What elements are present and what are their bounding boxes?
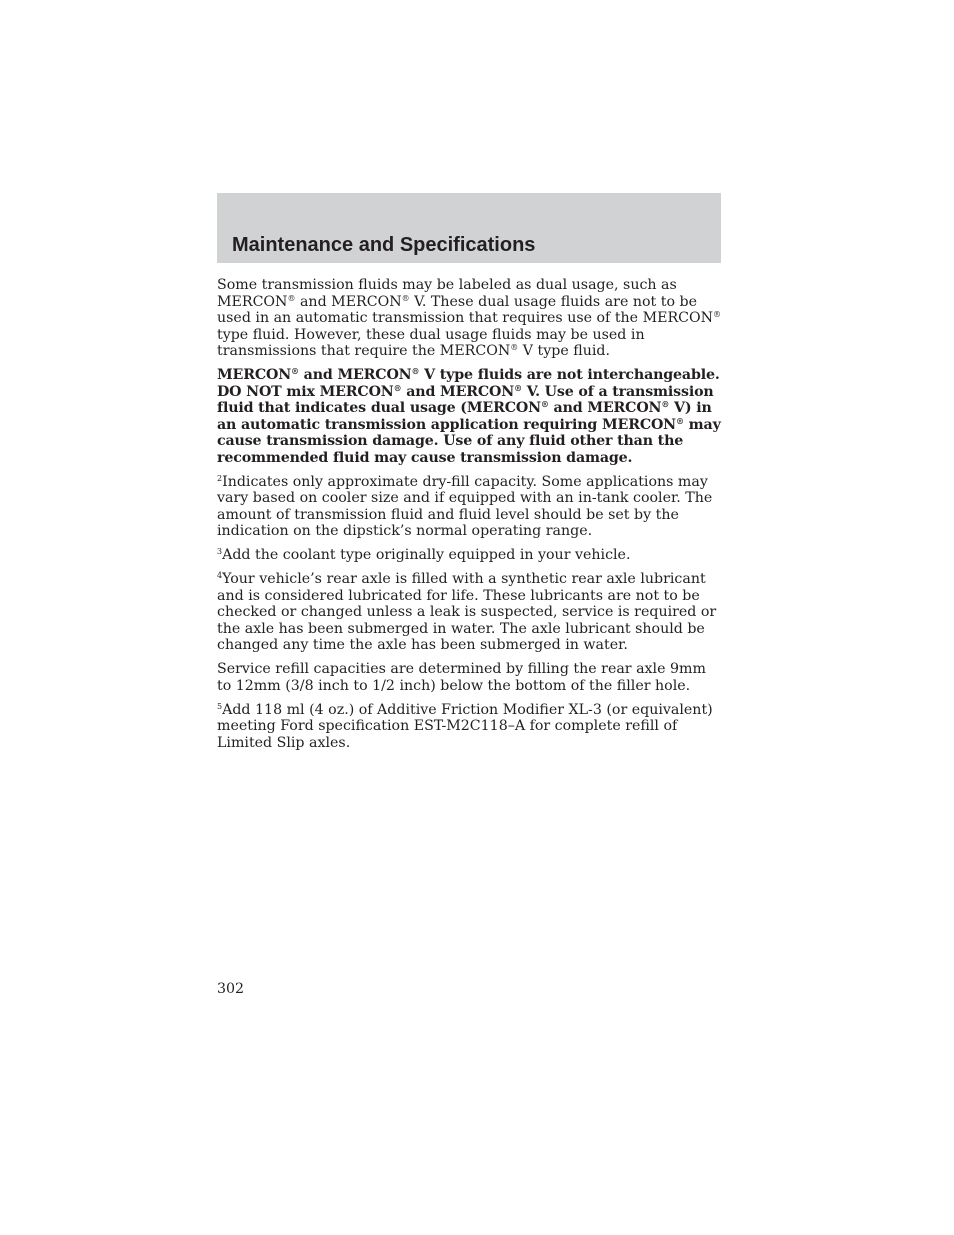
registered-mark: ® [661,399,670,409]
registered-mark: ® [540,399,549,409]
footnote-5 [217,702,723,752]
footnote-text: Your vehicle’s rear axle is filled with a synthetic rear axle lubricant and is considered lubricated for life. These lubricants are not to be checked or changed unless a leak is suspected, service is required or the axle has been submerged in water. The axle lubricant should be changed any time the axle has been submerged in water. [217,571,717,653]
registered-mark: ® [676,415,684,426]
footnote-text: Add the coolant type originally equipped in your vehicle. [222,547,631,563]
footnote-3 [217,547,723,564]
footnote-text: Add 118 ml (4 oz.) of Additive Friction Modifier XL-3 (or equivalent) meeting Ford specification EST-M2C118–A for complete refill of Limited Slip axles. [217,701,713,751]
section-header-band [217,193,721,263]
footnote-2 [217,474,723,540]
registered-mark: ® [287,293,296,303]
page-number: 302 [217,981,245,997]
footnote-4 [217,571,723,654]
registered-mark: ® [401,293,410,303]
section-title: Maintenance and Specifications [232,234,536,256]
footnote-marker: 4 [217,571,223,580]
footnote-marker: 5 [217,701,223,711]
body-content [217,277,723,759]
footnote-marker: 2 [217,473,223,483]
interchangeability-warning: MERCON® and MERCON® V type fluids are not interchangeable. DO NOT mix MERCON® and MERCON® V. Use of a transmission fluid that indicates dual usage (MERCON® and MERCON® V) in an automatic transmission application requiring MERCON® may cause transmission damage. Use of any fluid other than the recommended fluid may cause transmission damage. [217,366,721,466]
registered-mark: ® [291,366,299,376]
registered-mark: ® [411,366,420,376]
refill-paragraph: Service refill capacities are determined by filling the rear axle 9mm to 12mm (3/8 inch to 1/2 inch) below the bottom of the filler hole. [217,661,706,694]
footnote-text: Indicates only approximate dry-fill capacity. Some applications may vary based on cooler size and if equipped with an in-tank cooler. The amount of transmission fluid and fluid level should be set by the indication on the dipstick’s normal operating range. [217,473,713,539]
registered-mark: ® [393,382,402,393]
footnote-marker: 3 [217,547,223,556]
dual-usage-paragraph: Some transmission fluids may be labeled as dual usage, such as MERCON® and MERCON® V. These dual usage fluids are not to be used in an automatic transmission that requires use of the MERCON® type fluid. However, these dual usage fluids may be used in transmissions that require the MERCON® V type fluid. [217,277,722,359]
registered-mark: ® [510,343,519,352]
registered-mark: ® [514,382,522,393]
registered-mark: ® [713,310,722,319]
